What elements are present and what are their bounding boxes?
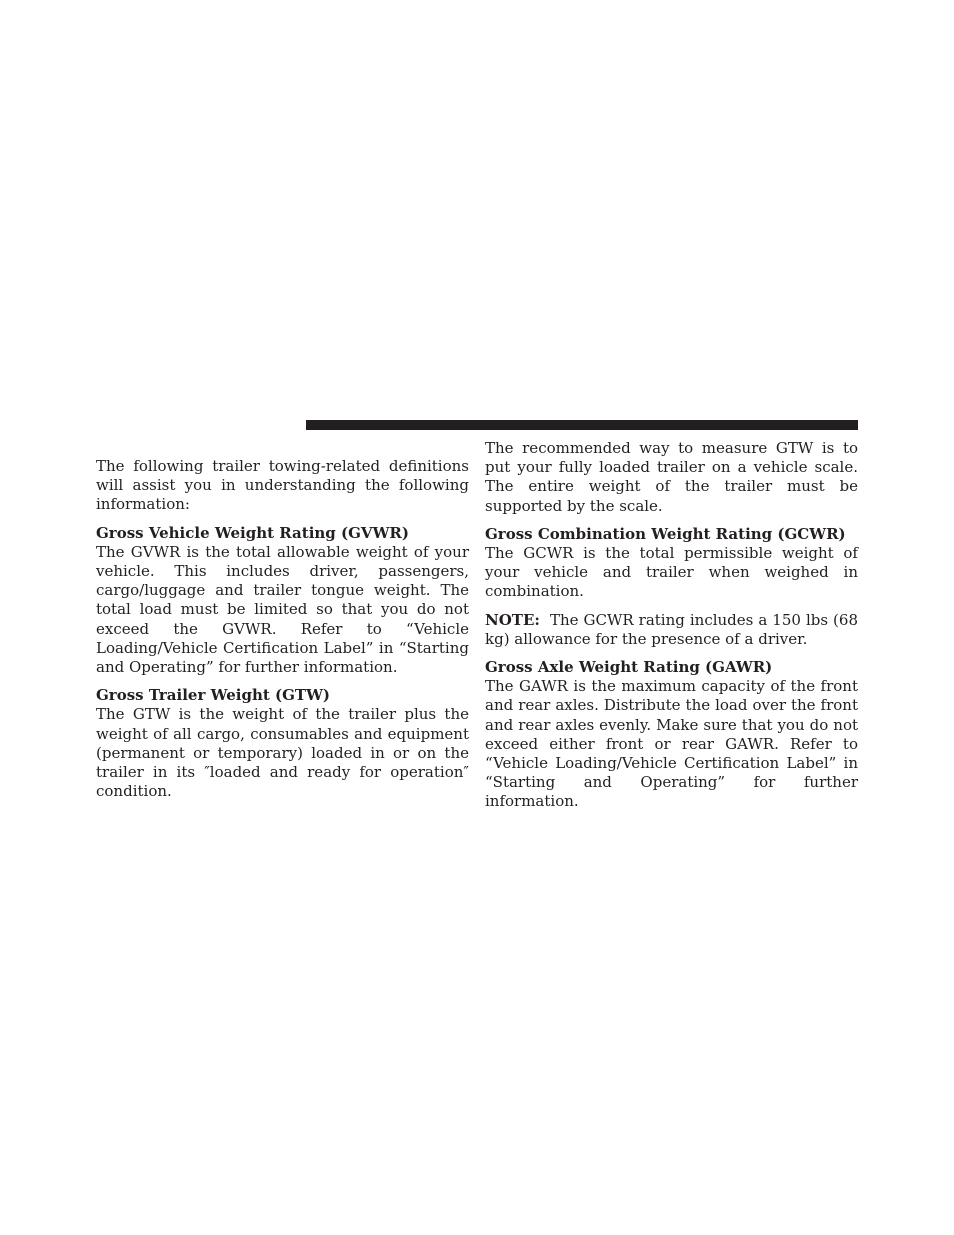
header-rule [306, 420, 858, 430]
gvwr-body: The GVWR is the total allowable weight of your vehicle. This includes driver, passengers, cargo/luggage and trailer tongue weight. The total load must be limited so that you do not exceed the GVWR. Refer to “Vehicle Loading/Vehicle Certification Label” in “Starting and Operating” for further information. [96, 542, 469, 677]
gvwr-heading: Gross Vehicle Weight Rating (GVWR) [96, 523, 409, 542]
note-text: The GCWR rating includes a 150 lbs (68 kg) allowance for the presence of a driver. [485, 610, 858, 648]
gtw-body: The GTW is the weight of the trailer plus the weight of all cargo, consumables and equipment (permanent or temporary) loaded in or on the trailer in its ″loaded and ready for operation″ condition. [96, 705, 469, 801]
gcwr-body: The GCWR is the total permissible weight of your vehicle and trailer when weighed in combination. [485, 544, 858, 601]
gawr-heading: Gross Axle Weight Rating (GAWR) [485, 658, 773, 677]
gawr-body: The GAWR is the maximum capacity of the front and rear axles. Distribute the load over the front and rear axles evenly. Make sure that you do not exceed either front or rear GAWR. Refer to “Vehicle Loading/Vehicle Certification Label” in “Starting and Operating” for further information. [485, 677, 858, 811]
note-label: NOTE: [485, 610, 540, 629]
left-column [96, 457, 469, 801]
right-column [485, 439, 858, 812]
gtw-measure-paragraph: The recommended way to measure GTW is to put your fully loaded trailer on a vehicle scale. The entire weight of the trailer must be supported by the scale. [485, 439, 858, 515]
gcwr-heading: Gross Combination Weight Rating (GCWR) [485, 524, 846, 543]
note-paragraph [485, 611, 858, 649]
intro-paragraph: The following trailer towing-related definitions will assist you in understanding the following information: [96, 457, 469, 514]
gtw-heading: Gross Trailer Weight (GTW) [96, 686, 331, 705]
